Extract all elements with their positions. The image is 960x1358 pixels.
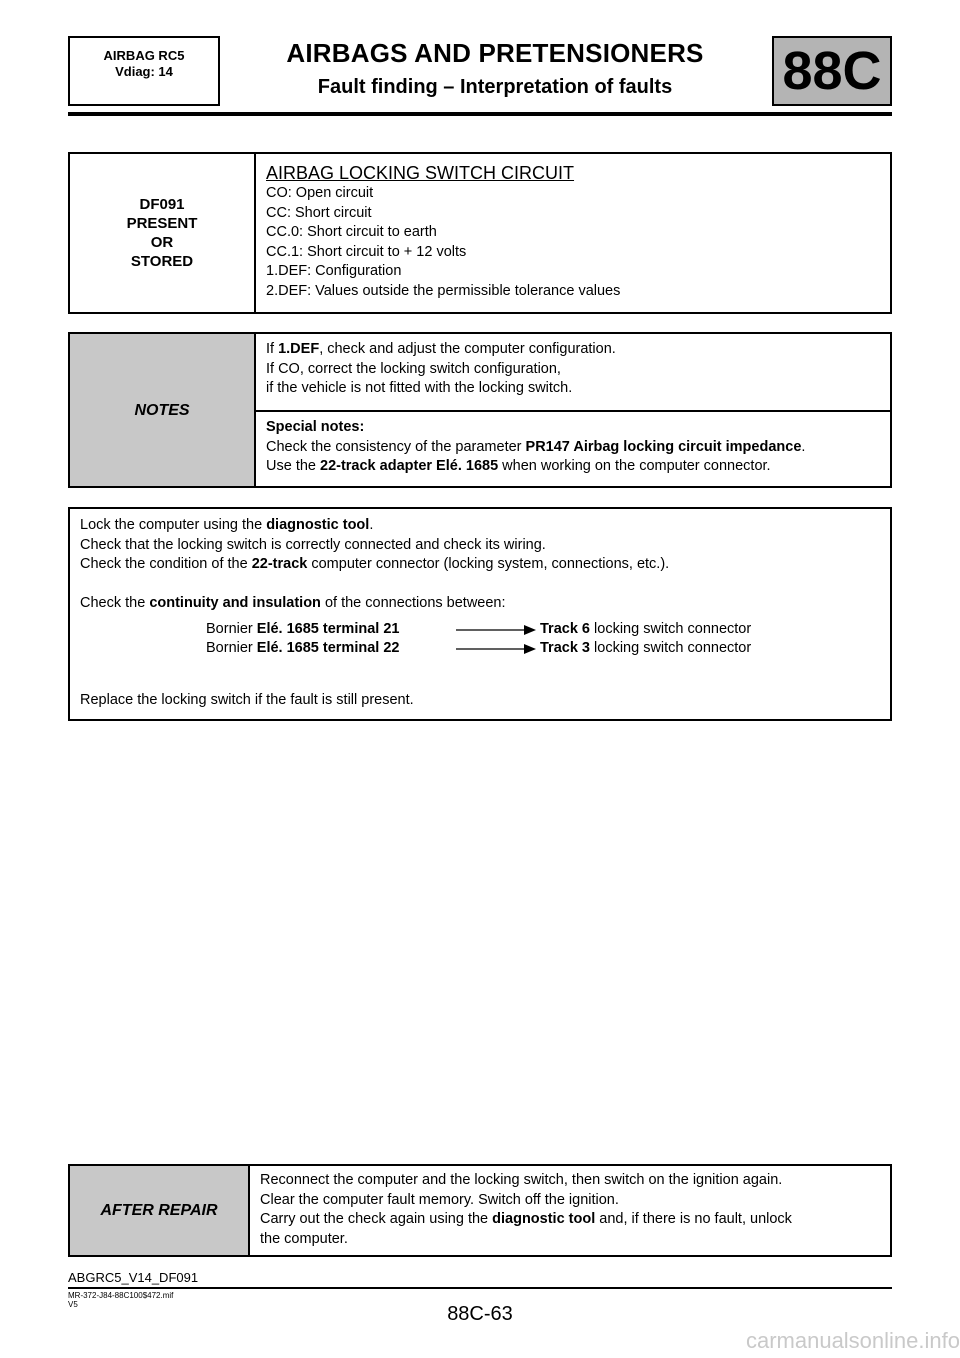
procedure-cell xyxy=(69,508,891,720)
procedure-line: Replace the locking switch if the fault is still present. xyxy=(80,691,414,708)
footer-reference xyxy=(68,1291,173,1309)
arrow-right-icon xyxy=(456,643,536,655)
version-label: V5 xyxy=(68,1300,78,1309)
notes-line: If 1.DEF, check and adjust the computer configuration. xyxy=(266,341,616,357)
mr-reference: MR-372-J84-88C100$472.mif xyxy=(68,1291,174,1300)
fault-line: CC: Short circuit xyxy=(266,204,372,221)
notes-block-2 xyxy=(255,411,891,487)
fault-description-cell xyxy=(255,153,891,313)
notes-line: if the vehicle is not fitted with the locking switch. xyxy=(266,380,573,396)
procedure-line: Check the condition of the 22-track computer connector (locking system, connections, etc.). xyxy=(80,556,670,572)
after-repair-line: Clear the computer fault memory. Switch off the ignition. xyxy=(260,1191,619,1208)
fault-line: CC.1: Short circuit to + 12 volts xyxy=(266,243,467,260)
procedure-box xyxy=(68,507,892,721)
after-repair-line: Reconnect the computer and the locking switch, then switch on the ignition again. xyxy=(260,1172,783,1188)
fault-line: CO: Open circuit xyxy=(266,185,374,201)
notes-box xyxy=(68,332,892,488)
procedure-line: Check the continuity and insulation of the connections between: xyxy=(80,595,506,611)
vdiag-label: Vdiag: 14 xyxy=(115,64,173,79)
connection-row xyxy=(80,639,880,659)
notes-line: If CO, correct the locking switch configuration, xyxy=(266,360,561,377)
page-subtitle: Fault finding – Interpretation of faults xyxy=(317,76,673,98)
fault-status-cell xyxy=(69,153,255,313)
after-repair-box xyxy=(68,1164,892,1257)
fault-line: 2.DEF: Values outside the permissible tolerance values xyxy=(266,282,621,299)
notes-line: Check the consistency of the parameter PR147 Airbag locking circuit impedance. xyxy=(266,438,806,455)
connection-to: Track 3 locking switch connector xyxy=(540,640,752,656)
after-repair-cell xyxy=(249,1165,891,1256)
model-box xyxy=(68,36,220,106)
after-repair-line: the computer. xyxy=(260,1230,348,1247)
fault-status-present: PRESENT xyxy=(126,215,198,232)
connection-to: Track 6 locking switch connector xyxy=(540,620,752,637)
watermark: carmanualsonline.info xyxy=(745,1328,960,1353)
fault-line: CC.0: Short circuit to earth xyxy=(266,224,437,240)
page-number: 88C-63 xyxy=(447,1303,513,1325)
arrow-right-icon xyxy=(456,624,536,636)
section-code-badge: 88C xyxy=(772,36,892,106)
fault-code: DF091 xyxy=(139,196,185,213)
fault-title: AIRBAG LOCKING SWITCH CIRCUIT xyxy=(266,163,575,183)
document-code: ABGRC5_V14_DF091 xyxy=(68,1270,199,1285)
page-title: AIRBAGS AND PRETENSIONERS xyxy=(286,38,704,68)
fault-status-or: OR xyxy=(150,234,174,251)
special-notes-heading: Special notes: xyxy=(266,419,365,435)
connection-from: Bornier Elé. 1685 terminal 22 xyxy=(206,640,400,656)
notes-line: Use the 22-track adapter Elé. 1685 when working on the computer connector. xyxy=(266,458,771,474)
fault-status-stored: STORED xyxy=(130,253,194,270)
procedure-line: Check that the locking switch is correctly connected and check its wiring. xyxy=(80,536,546,553)
footer-divider xyxy=(68,1287,892,1289)
procedure-line: Lock the computer using the diagnostic tool. xyxy=(80,517,374,533)
notes-label: NOTES xyxy=(69,333,255,487)
model-name: AIRBAG RC5 xyxy=(103,48,185,63)
fault-line: 1.DEF: Configuration xyxy=(266,263,402,279)
connection-from: Bornier Elé. 1685 terminal 21 xyxy=(206,620,400,637)
after-repair-line: Carry out the check again using the diagnostic tool and, if there is no fault, unlock xyxy=(260,1211,792,1227)
header-divider xyxy=(68,112,892,116)
after-repair-label: AFTER REPAIR xyxy=(69,1165,249,1256)
notes-block-1 xyxy=(255,333,891,411)
connection-row xyxy=(80,620,880,640)
fault-box xyxy=(68,152,892,314)
